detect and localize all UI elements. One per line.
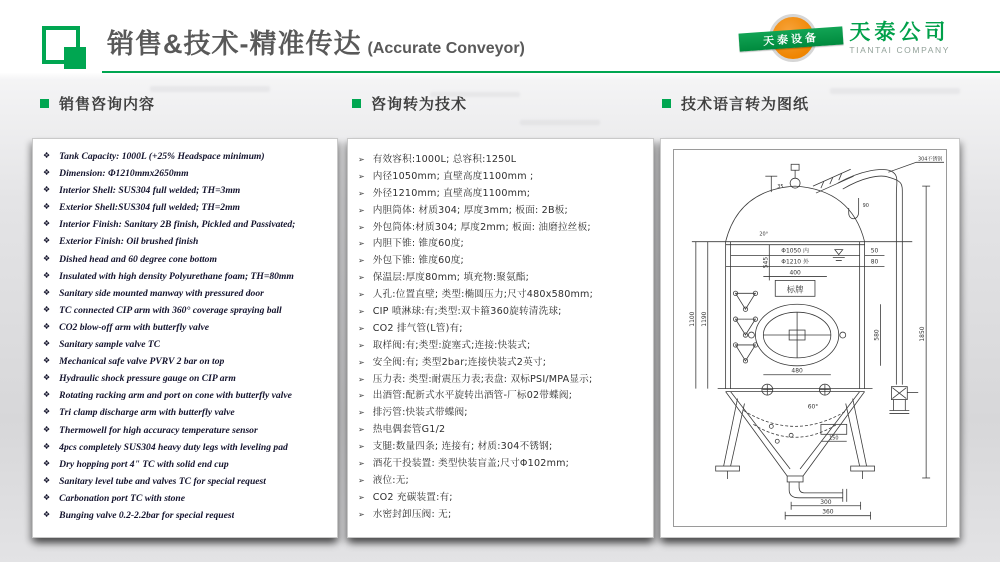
arrow-bullet-icon: ➢ — [358, 408, 365, 418]
drawing-note: 304不锈钢 — [917, 156, 943, 163]
diamond-bullet-icon: ❖ — [43, 236, 51, 246]
list-item-text: Tank Capacity: 1000L (+25% Headspace minimum) — [59, 151, 265, 162]
technical-drawing-card — [660, 138, 960, 538]
list-item — [358, 269, 645, 286]
dim-height-outer: 1190 — [700, 311, 708, 327]
diamond-bullet-icon: ❖ — [43, 458, 51, 468]
diamond-bullet-icon: ❖ — [43, 168, 51, 178]
page-title — [107, 22, 525, 61]
list-item — [43, 425, 329, 442]
diamond-bullet-icon: ❖ — [43, 304, 51, 314]
list-item — [358, 252, 645, 269]
arrow-bullet-icon: ➢ — [358, 171, 365, 181]
sales-consultation-card — [32, 138, 338, 538]
dim-80: 80 — [870, 258, 879, 266]
section-header-sales — [40, 93, 155, 114]
list-item — [43, 185, 329, 202]
diamond-bullet-icon: ❖ — [43, 270, 51, 280]
list-item-text: Sanitary side mounted manway with pressured door — [59, 287, 264, 299]
sales-spec-list — [33, 139, 337, 527]
list-item — [43, 407, 329, 424]
list-item — [358, 404, 645, 421]
arrow-bullet-icon: ➢ — [358, 509, 365, 519]
list-item-text: 内径1050mm; 直壁高度1100mm ; — [372, 170, 534, 182]
list-item — [43, 168, 329, 185]
nameplate-label: 标牌 — [786, 284, 804, 295]
blow-off-pipe — [838, 170, 897, 385]
list-item-text: 热电偶套管G1/2 — [372, 424, 446, 436]
dim-90: 90 — [862, 202, 869, 209]
list-item-text: 取样阀:有;类型:旋塞式;连接:快装式; — [372, 339, 531, 351]
list-item — [358, 303, 645, 320]
list-item-text: Bunging valve 0.2-2.2bar for special request — [59, 509, 235, 521]
list-item-text: Sanitary level tube and valves TC for special request — [59, 475, 266, 487]
logo-ribbon: 天泰设备 — [739, 26, 844, 51]
list-item — [358, 371, 645, 388]
list-item-text: 内胆筒体: 材质304; 厚度3mm; 板面: 2B板; — [372, 204, 568, 216]
drawing-frame — [673, 149, 947, 527]
dim-300: 300 — [820, 498, 832, 506]
list-item-text: Mechanical safe valve PVRV 2 bar on top — [59, 356, 225, 368]
list-item-text: Interior Shell: SUS304 full welded; TH=3mm — [59, 185, 241, 197]
dim-20deg: 20° — [759, 231, 769, 238]
arrow-bullet-icon: ➢ — [358, 188, 365, 198]
list-item-text: 外包下锥: 锥度60度; — [372, 255, 464, 267]
list-item — [358, 354, 645, 371]
diamond-bullet-icon: ❖ — [43, 441, 51, 451]
dim-580: 580 — [873, 329, 881, 341]
diamond-bullet-icon: ❖ — [43, 202, 51, 212]
logo-text — [849, 22, 950, 55]
diamond-bullet-icon: ❖ — [43, 356, 51, 366]
list-item-text: 4pcs completely SUS304 heavy duty legs with leveling pad — [59, 441, 288, 453]
list-item-text: 出酒管:配新式水平旋转出酒管-厂标02带蝶阀; — [372, 390, 573, 402]
dim-360: 360 — [822, 508, 834, 516]
list-item-text: 水密封卸压阀: 无; — [372, 508, 452, 520]
arrow-bullet-icon: ➢ — [358, 340, 365, 350]
list-item — [43, 254, 329, 271]
section-title: 销售咨询内容 — [59, 96, 156, 113]
list-item — [43, 288, 329, 305]
title-square-fill-icon — [64, 47, 86, 69]
list-item — [43, 322, 329, 339]
arrow-bullet-icon: ➢ — [358, 442, 365, 452]
list-item — [358, 219, 645, 236]
fermenter-tank-drawing — [674, 150, 946, 526]
section-header-technical — [352, 93, 467, 114]
section-header-drawing — [662, 93, 809, 114]
list-item — [358, 320, 645, 337]
list-item-text: CIP 喷淋球:有;类型:双卡箍360旋转清洗球; — [372, 306, 562, 318]
page-title-zh: 销售&技术-精准传达 — [107, 29, 362, 59]
list-item — [43, 459, 329, 476]
list-item-text: 支腿:数量四条; 连接有; 材质:304不锈钢; — [372, 441, 553, 453]
list-item — [358, 387, 645, 404]
list-item — [43, 271, 329, 288]
dim-50: 50 — [870, 247, 879, 255]
list-item-text: Dry hopping port 4" TC with solid end cup — [59, 458, 229, 470]
list-item — [43, 476, 329, 493]
list-item — [358, 235, 645, 252]
dim-545: 545 — [762, 256, 770, 269]
list-item-text: Dimension: Φ1210mmx2650mm — [59, 168, 189, 180]
logo-company-zh: 天泰公司 — [849, 20, 950, 44]
arrow-bullet-icon: ➢ — [358, 425, 365, 435]
list-item-text: 排污管:快装式带蝶阀; — [372, 407, 468, 419]
dim-480: 480 — [791, 367, 803, 375]
arrow-bullet-icon: ➢ — [358, 459, 365, 469]
list-item-text: Hydraulic shock pressure gauge on CIP arm — [59, 373, 236, 385]
list-item-text: Sanitary sample valve TC — [59, 339, 161, 351]
arrow-bullet-icon: ➢ — [358, 323, 365, 333]
green-square-bullet-icon — [352, 99, 361, 108]
logo-company-en: TIANTAI COMPANY — [849, 44, 950, 55]
list-item-text: Exterior Shell:SUS304 full welded; TH=2mm — [59, 202, 241, 214]
diamond-bullet-icon: ❖ — [43, 373, 51, 383]
list-item-text: TC connected CIP arm with 360° coverage spraying ball — [59, 304, 282, 316]
diamond-bullet-icon: ❖ — [43, 151, 51, 160]
arrow-bullet-icon: ➢ — [358, 290, 365, 300]
list-item-text: 压力表: 类型:耐震压力表;表盘: 双标PSI/MPA显示; — [372, 373, 593, 385]
list-item-text: Carbonation port TC with stone — [59, 492, 185, 504]
diamond-bullet-icon: ❖ — [43, 321, 51, 331]
arrow-bullet-icon: ➢ — [358, 205, 365, 215]
background-watermark — [520, 120, 600, 125]
list-item — [43, 510, 329, 527]
logo-emblem-icon — [745, 12, 841, 64]
list-item — [43, 151, 329, 168]
diamond-bullet-icon: ❖ — [43, 424, 51, 434]
arrow-bullet-icon: ➢ — [358, 307, 365, 317]
list-item — [358, 151, 645, 168]
diamond-bullet-icon: ❖ — [43, 407, 51, 417]
dim-dia-inner: Φ1050 内 — [781, 247, 809, 255]
list-item-text: CO2 充碳装置:有; — [372, 491, 453, 503]
list-item — [358, 489, 645, 506]
list-item-text: Thermowell for high accuracy temperature sensor — [59, 424, 258, 436]
list-item-text: 外包筒体:材质304; 厚度2mm; 板面: 油磨拉丝板; — [372, 221, 591, 233]
diamond-bullet-icon: ❖ — [43, 339, 51, 349]
list-item-text: 有效容积:1000L; 总容积:1250L — [372, 154, 517, 165]
list-item-text: 外径1210mm; 直壁高度1100mm; — [372, 187, 531, 199]
list-item-text: Rotating racking arm and port on cone with butterfly valve — [59, 390, 292, 402]
list-item — [358, 438, 645, 455]
arrow-bullet-icon: ➢ — [358, 391, 365, 401]
page-title-en: (Accurate Conveyor) — [367, 40, 525, 57]
list-item — [43, 442, 329, 459]
arrow-bullet-icon: ➢ — [358, 222, 365, 232]
background-watermark — [830, 88, 960, 94]
list-item — [358, 337, 645, 354]
arrow-bullet-icon: ➢ — [358, 155, 365, 164]
list-item-text: 人孔:位置直壁; 类型:椭圆压力;尺寸480x580mm; — [372, 289, 594, 301]
list-item — [43, 202, 329, 219]
list-item-text: CO2 排气管(L管)有; — [372, 322, 463, 334]
dim-height-inner: 1100 — [688, 311, 696, 327]
diamond-bullet-icon: ❖ — [43, 219, 51, 229]
list-item-text: Insulated with high density Polyurethane foam; TH=80mm — [59, 270, 294, 282]
list-item — [358, 185, 645, 202]
list-item — [358, 472, 645, 489]
diamond-bullet-icon: ❖ — [43, 492, 51, 502]
list-item — [43, 219, 329, 236]
arrow-bullet-icon: ➢ — [358, 273, 365, 283]
list-item-text: 保温层:厚度80mm; 填充物:聚氨酯; — [372, 272, 530, 284]
list-item-text: 液位:无; — [372, 474, 409, 486]
list-item — [43, 236, 329, 253]
list-item-text: Interior Finish: Sanitary 2B finish, Pickled and Passivated; — [59, 219, 296, 231]
arrow-bullet-icon: ➢ — [358, 357, 365, 367]
diamond-bullet-icon: ❖ — [43, 475, 51, 485]
list-item — [358, 168, 645, 185]
arrow-bullet-icon: ➢ — [358, 475, 365, 485]
dim-35: 35 — [777, 184, 784, 191]
company-logo — [745, 12, 950, 64]
arrow-bullet-icon: ➢ — [358, 256, 365, 266]
list-item-text: Dished head and 60 degree cone bottom — [59, 253, 217, 265]
tank-head — [726, 186, 865, 242]
list-item — [358, 506, 645, 523]
diamond-bullet-icon: ❖ — [43, 253, 51, 263]
list-item-text: Tri clamp discharge arm with butterfly valve — [59, 407, 235, 419]
list-item — [43, 493, 329, 510]
diamond-bullet-icon: ❖ — [43, 287, 51, 297]
cone-outer-left — [726, 392, 788, 476]
section-title: 咨询转为技术 — [371, 96, 468, 113]
list-item — [43, 390, 329, 407]
diamond-bullet-icon: ❖ — [43, 509, 51, 519]
background-watermark — [150, 86, 270, 92]
list-item-text: Exterior Finish: Oil brushed finish — [59, 236, 199, 248]
dim-dia-outer: Φ1210 外 — [781, 258, 809, 266]
dim-total-height: 1850 — [919, 326, 927, 342]
list-item — [358, 421, 645, 438]
green-square-bullet-icon — [662, 99, 671, 108]
list-item — [358, 455, 645, 472]
header-accent-line — [102, 71, 1000, 73]
list-item-text: 酒花干投装置: 类型快装盲盖;尺寸Φ102mm; — [372, 458, 570, 470]
list-item — [43, 373, 329, 390]
arrow-bullet-icon: ➢ — [358, 239, 365, 249]
list-item — [358, 202, 645, 219]
dim-400: 400 — [789, 269, 801, 277]
section-title: 技术语言转为图纸 — [681, 96, 810, 113]
list-item-text: CO2 blow-off arm with butterfly valve — [59, 321, 210, 333]
technical-spec-list — [348, 139, 653, 523]
dim-angle: 60° — [807, 403, 819, 411]
green-square-bullet-icon — [40, 99, 49, 108]
dim-150: 150 — [829, 435, 839, 442]
list-item — [358, 286, 645, 303]
diamond-bullet-icon: ❖ — [43, 185, 51, 195]
list-item-text: 内胆下锥: 锥度60度; — [372, 238, 464, 250]
slide-header — [0, 0, 1000, 73]
diamond-bullet-icon: ❖ — [43, 390, 51, 400]
list-item — [43, 339, 329, 356]
list-item — [43, 356, 329, 373]
technical-spec-card — [347, 138, 654, 538]
arrow-bullet-icon: ➢ — [358, 374, 365, 384]
list-item — [43, 305, 329, 322]
prv-valve — [790, 178, 800, 188]
list-item-text: 安全阀:有; 类型2bar;连接快装式2英寸; — [372, 356, 547, 368]
arrow-bullet-icon: ➢ — [358, 492, 365, 502]
